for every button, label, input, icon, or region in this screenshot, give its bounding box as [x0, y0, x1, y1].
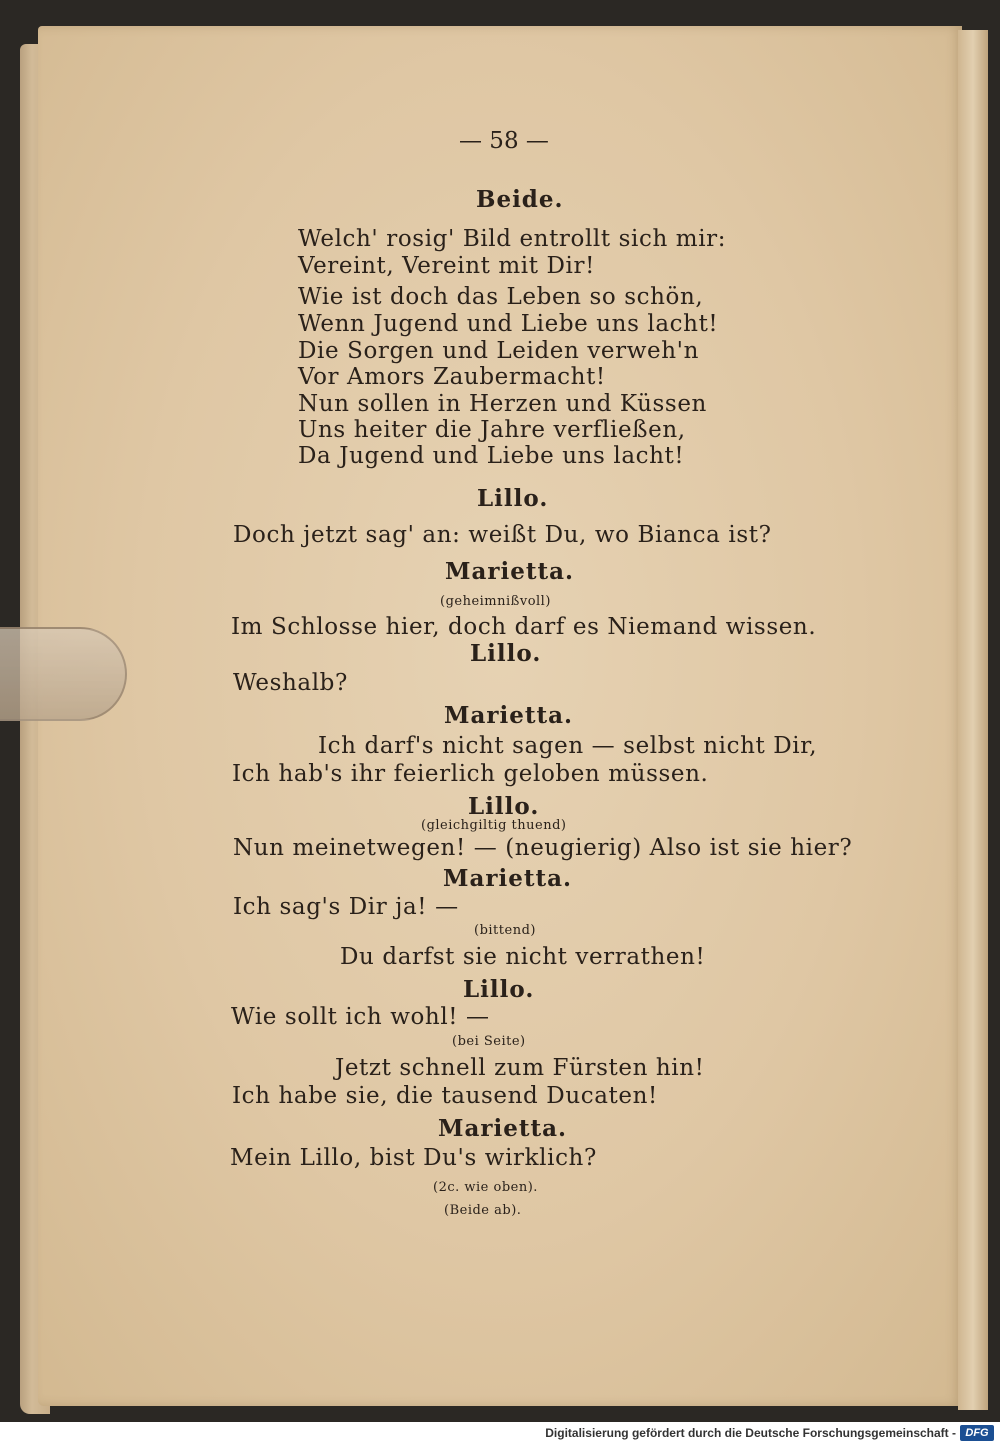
- stage-direction: (bittend): [474, 923, 536, 938]
- verse-line: Du darfst sie nicht verrathen!: [340, 944, 706, 970]
- page-clip: [0, 627, 127, 721]
- speaker-heading: Lillo.: [463, 976, 535, 1003]
- verse-line: Uns heiter die Jahre verfließen,: [298, 417, 686, 443]
- verse-line: Wie ist doch das Leben so schön,: [298, 284, 704, 310]
- verse-line: Wie sollt ich wohl! —: [231, 1004, 490, 1030]
- stage-direction: (Beide ab).: [444, 1203, 522, 1218]
- verse-line: Ich habe sie, die tausend Ducaten!: [232, 1083, 658, 1109]
- verse-line: Mein Lillo, bist Du's wirklich?: [230, 1145, 597, 1171]
- verse-line: Ich sag's Dir ja! —: [233, 894, 459, 920]
- footer-credit: Digitalisierung gefördert durch die Deutsche Forschungsgemeinschaft -: [545, 1426, 956, 1440]
- verse-line: Wenn Jugend und Liebe uns lacht!: [298, 311, 719, 337]
- verse-line: Weshalb?: [233, 670, 348, 696]
- dfg-logo: DFG: [960, 1425, 994, 1441]
- page-right-edge: [958, 30, 988, 1410]
- verse-line: Vor Amors Zaubermacht!: [298, 364, 606, 390]
- verse-line: Welch' rosig' Bild entrollt sich mir:: [298, 226, 727, 252]
- speaker-heading: Marietta.: [445, 558, 575, 585]
- verse-line: Doch jetzt sag' an: weißt Du, wo Bianca ist?: [233, 522, 772, 548]
- verse-line: Ich hab's ihr feierlich geloben müssen.: [232, 761, 709, 787]
- verse-line: Nun meinetwegen! — (neugierig) Also ist sie hier?: [233, 835, 853, 861]
- speaker-heading: Marietta.: [444, 702, 574, 729]
- page-number: — 58 —: [459, 128, 549, 154]
- speaker-heading: Lillo.: [477, 485, 549, 512]
- verse-line: Im Schlosse hier, doch darf es Niemand wissen.: [231, 614, 817, 640]
- verse-line: Die Sorgen und Leiden verweh'n: [298, 338, 699, 364]
- speaker-heading: Marietta.: [443, 865, 573, 892]
- verse-line: Da Jugend und Liebe uns lacht!: [298, 443, 685, 469]
- verse-line: Jetzt schnell zum Fürsten hin!: [335, 1055, 705, 1081]
- verse-line: Vereint, Vereint mit Dir!: [298, 253, 595, 279]
- stage-direction: (gleichgiltig thuend): [421, 818, 567, 833]
- speaker-heading: Lillo.: [470, 640, 542, 667]
- speaker-heading: Beide.: [476, 186, 564, 213]
- verse-line: Ich darf's nicht sagen — selbst nicht Dir,: [318, 733, 818, 759]
- stage-direction: (geheimnißvoll): [440, 594, 551, 609]
- stage-direction: (2c. wie oben).: [433, 1180, 538, 1195]
- verse-line: Nun sollen in Herzen und Küssen: [298, 391, 707, 417]
- speaker-heading: Lillo.: [468, 793, 540, 820]
- stage-direction: (bei Seite): [452, 1034, 526, 1049]
- speaker-heading: Marietta.: [438, 1115, 568, 1142]
